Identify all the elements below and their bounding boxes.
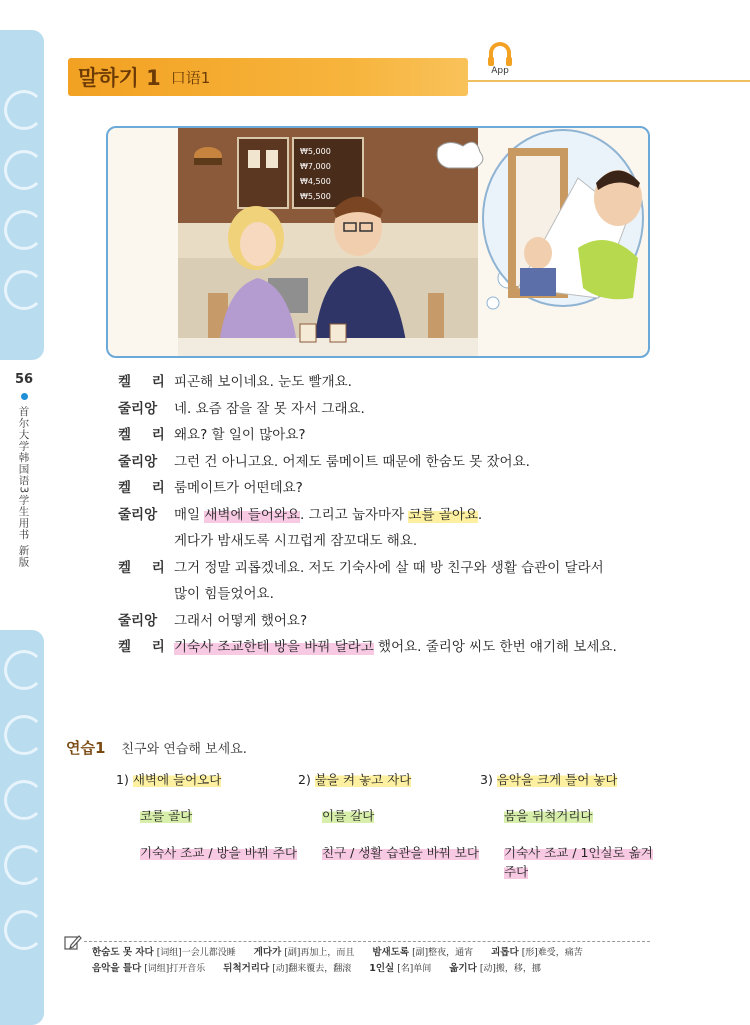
- utterance-text: 네. 요즘 잠을 잘 못 자서 그래요.: [174, 400, 365, 417]
- headphones-icon: [489, 42, 511, 60]
- utterance: [174, 558, 678, 579]
- section-title-bar: [68, 58, 468, 96]
- item-number: 3): [480, 772, 493, 787]
- highlighted-phrase: 새벽에 들어와요: [204, 506, 300, 523]
- vocabulary-word: 한숨도 못 자다: [92, 947, 154, 958]
- swirl-ornament: [4, 910, 44, 950]
- dialogue-line: [118, 531, 678, 552]
- vocabulary-gloss: [形]难受，痛苦: [521, 948, 583, 958]
- dialogue-line: [118, 637, 678, 658]
- speaker-name: 켈 리: [118, 559, 173, 576]
- app-label: App: [491, 66, 509, 76]
- cafe-scene-illustration: [108, 128, 648, 356]
- vocabulary-entry: [223, 961, 351, 977]
- item-number: 1): [116, 772, 129, 787]
- vocabulary-entry: [369, 961, 431, 977]
- speaker-name: 켈 리: [118, 374, 173, 390]
- practice-item: 몸을 뒤척거리다: [504, 808, 593, 823]
- utterance: [174, 425, 678, 446]
- vocabulary-gloss: [动]搬，移，挪: [479, 964, 541, 974]
- section-subtitle: 口语1: [170, 68, 211, 87]
- speaker-name: 줄리앙: [118, 506, 158, 523]
- utterance-text: . 그리고 눕자마자: [299, 506, 409, 523]
- swirl-ornament: [4, 845, 44, 885]
- practice-header: [66, 737, 247, 758]
- utterance: [174, 637, 678, 658]
- dialogue-line: [118, 505, 678, 526]
- practice-item: 친구 / 생활 습관을 바꿔 보다: [322, 845, 479, 860]
- utterance: [174, 452, 678, 473]
- utterance: [174, 478, 678, 499]
- swirl-ornament: [4, 780, 44, 820]
- practice-item: 기숙사 조교 / 방을 바꿔 주다: [140, 845, 297, 860]
- sidebar-info: [12, 372, 36, 568]
- highlighted-phrase: 코를 골아요: [408, 506, 478, 523]
- vocabulary-word: 뒤척거리다: [223, 963, 270, 974]
- vocabulary-gloss: [动]翻来覆去，翻滚: [272, 964, 352, 974]
- swirl-ornament: [4, 650, 44, 690]
- vocabulary-gloss: [词组]打开音乐: [144, 964, 206, 974]
- speaker-name: 켈 리: [118, 639, 173, 655]
- dialogue-line: [118, 478, 678, 499]
- bullet-dot-icon: [21, 393, 28, 400]
- practice-column: [116, 770, 306, 880]
- utterance: [174, 372, 678, 393]
- swirl-ornament: [4, 270, 44, 310]
- vocabulary-word: 밤새도록: [372, 947, 410, 958]
- practice-title: 불을 켜 놓고 자다: [314, 772, 412, 787]
- page-number: 56: [14, 372, 34, 387]
- swirl-ornament: [4, 90, 44, 130]
- utterance: [174, 584, 678, 605]
- utterance-text: 그런 건 아니고요. 어제도 룸메이트 때문에 한숨도 못 잤어요.: [174, 453, 530, 470]
- side-tab-bottom: [0, 630, 44, 1025]
- practice-title: 새벽에 들어오다: [132, 772, 222, 787]
- speaker-name: [118, 584, 174, 605]
- practice-title: 음악을 크게 틀어 놓다: [496, 772, 618, 787]
- dialogue-line: [118, 372, 678, 393]
- title-rule: [468, 80, 750, 82]
- utterance-text: 피곤해 보이네요. 눈도 빨개요.: [174, 374, 352, 390]
- utterance-text: 했어요. 줄리앙 씨도 한번 얘기해 보세요.: [373, 639, 617, 655]
- vocabulary-row: [92, 945, 601, 961]
- practice-column: [298, 770, 488, 880]
- highlighted-phrase: 기숙사 조교한테: [174, 639, 274, 655]
- dialogue-illustration: [106, 126, 650, 358]
- utterance-text: 룸메이트가 어떤데요?: [174, 480, 303, 496]
- vocabulary-entry: [449, 961, 541, 977]
- vocabulary-gloss: [词组]一会儿都没睡: [156, 948, 236, 958]
- utterance-text: 그래서 어떻게 했어요?: [174, 612, 308, 629]
- dialogue-line: [118, 584, 678, 605]
- highlighted-phrase: 방을 바꿔 달라고: [273, 639, 374, 655]
- speaker-name: 줄리앙: [118, 612, 158, 629]
- vocabulary-word: 음악을 틀다: [92, 963, 142, 974]
- utterance: [174, 611, 678, 632]
- utterance-text: .: [477, 506, 483, 523]
- vocabulary-entry: [372, 945, 473, 961]
- menu-price: ₩5,500: [300, 192, 331, 201]
- practice-label: 연습1: [66, 739, 106, 757]
- utterance-text: 게다가 밤새도록 시끄럽게 잠꼬대도 해요.: [174, 533, 418, 549]
- speaker-name: 줄리앙: [118, 400, 158, 417]
- practice-item: 이를 갈다: [322, 808, 375, 823]
- vocabulary-word: 1인실: [369, 963, 395, 974]
- practice-item: 기숙사 조교 / 1인실로 옮겨 주다: [504, 845, 653, 879]
- dialogue-line: [118, 558, 678, 579]
- vocabulary-entry: [491, 945, 583, 961]
- utterance: [174, 531, 678, 552]
- practice-column: [480, 770, 660, 899]
- vocabulary-row: [92, 961, 601, 977]
- utterance-text: 많이 힘들었어요.: [174, 586, 274, 602]
- vocabulary-gloss: [副]再加上，而且: [284, 948, 355, 958]
- vocabulary-entry: [92, 961, 205, 977]
- vocabulary-list: [92, 945, 601, 977]
- book-title: 首尔大学韩国语3学生用书 新版: [17, 406, 30, 568]
- utterance-text: 매일: [174, 506, 205, 523]
- vocabulary-gloss: [副]整夜，通宵: [412, 948, 474, 958]
- pencil-note-icon: [64, 934, 82, 950]
- dialogue-line: [118, 399, 678, 420]
- practice-item: 코를 골다: [140, 808, 193, 823]
- utterance-text: 왜요? 할 일이 많아요?: [174, 427, 306, 443]
- dialogue: [118, 372, 678, 664]
- side-tab-top: [0, 30, 44, 360]
- vocabulary-word: 괴롭다: [491, 947, 519, 958]
- swirl-ornament: [4, 150, 44, 190]
- vocabulary-entry: [92, 945, 236, 961]
- swirl-ornament: [4, 210, 44, 250]
- item-number: 2): [298, 772, 311, 787]
- menu-price: ₩4,500: [300, 177, 331, 186]
- dialogue-line: [118, 611, 678, 632]
- section-title: 말하기 1: [78, 66, 161, 90]
- speaker-name: 줄리앙: [118, 453, 158, 470]
- utterance: [174, 399, 678, 420]
- dialogue-line: [118, 452, 678, 473]
- practice-instruction: 친구와 연습해 보세요.: [121, 742, 247, 757]
- utterance-text: 그거 정말 괴롭겠네요. 저도 기숙사에 살 때 방 친구와 생활 습관이 달라서: [174, 559, 604, 576]
- footer-divider: [84, 941, 650, 942]
- menu-price: ₩5,000: [300, 147, 331, 156]
- dialogue-line: [118, 425, 678, 446]
- vocabulary-entry: [254, 945, 355, 961]
- swirl-ornament: [4, 715, 44, 755]
- vocabulary-word: 게다가: [253, 947, 282, 958]
- speaker-name: 켈 리: [118, 480, 173, 496]
- speaker-name: [118, 531, 174, 552]
- speaker-name: 켈 리: [118, 427, 173, 443]
- vocabulary-gloss: [名]单间: [397, 964, 432, 974]
- utterance: [174, 505, 678, 526]
- menu-price: ₩7,000: [300, 162, 331, 171]
- app-audio-button[interactable]: [484, 42, 516, 80]
- vocabulary-word: 옮기다: [449, 963, 477, 974]
